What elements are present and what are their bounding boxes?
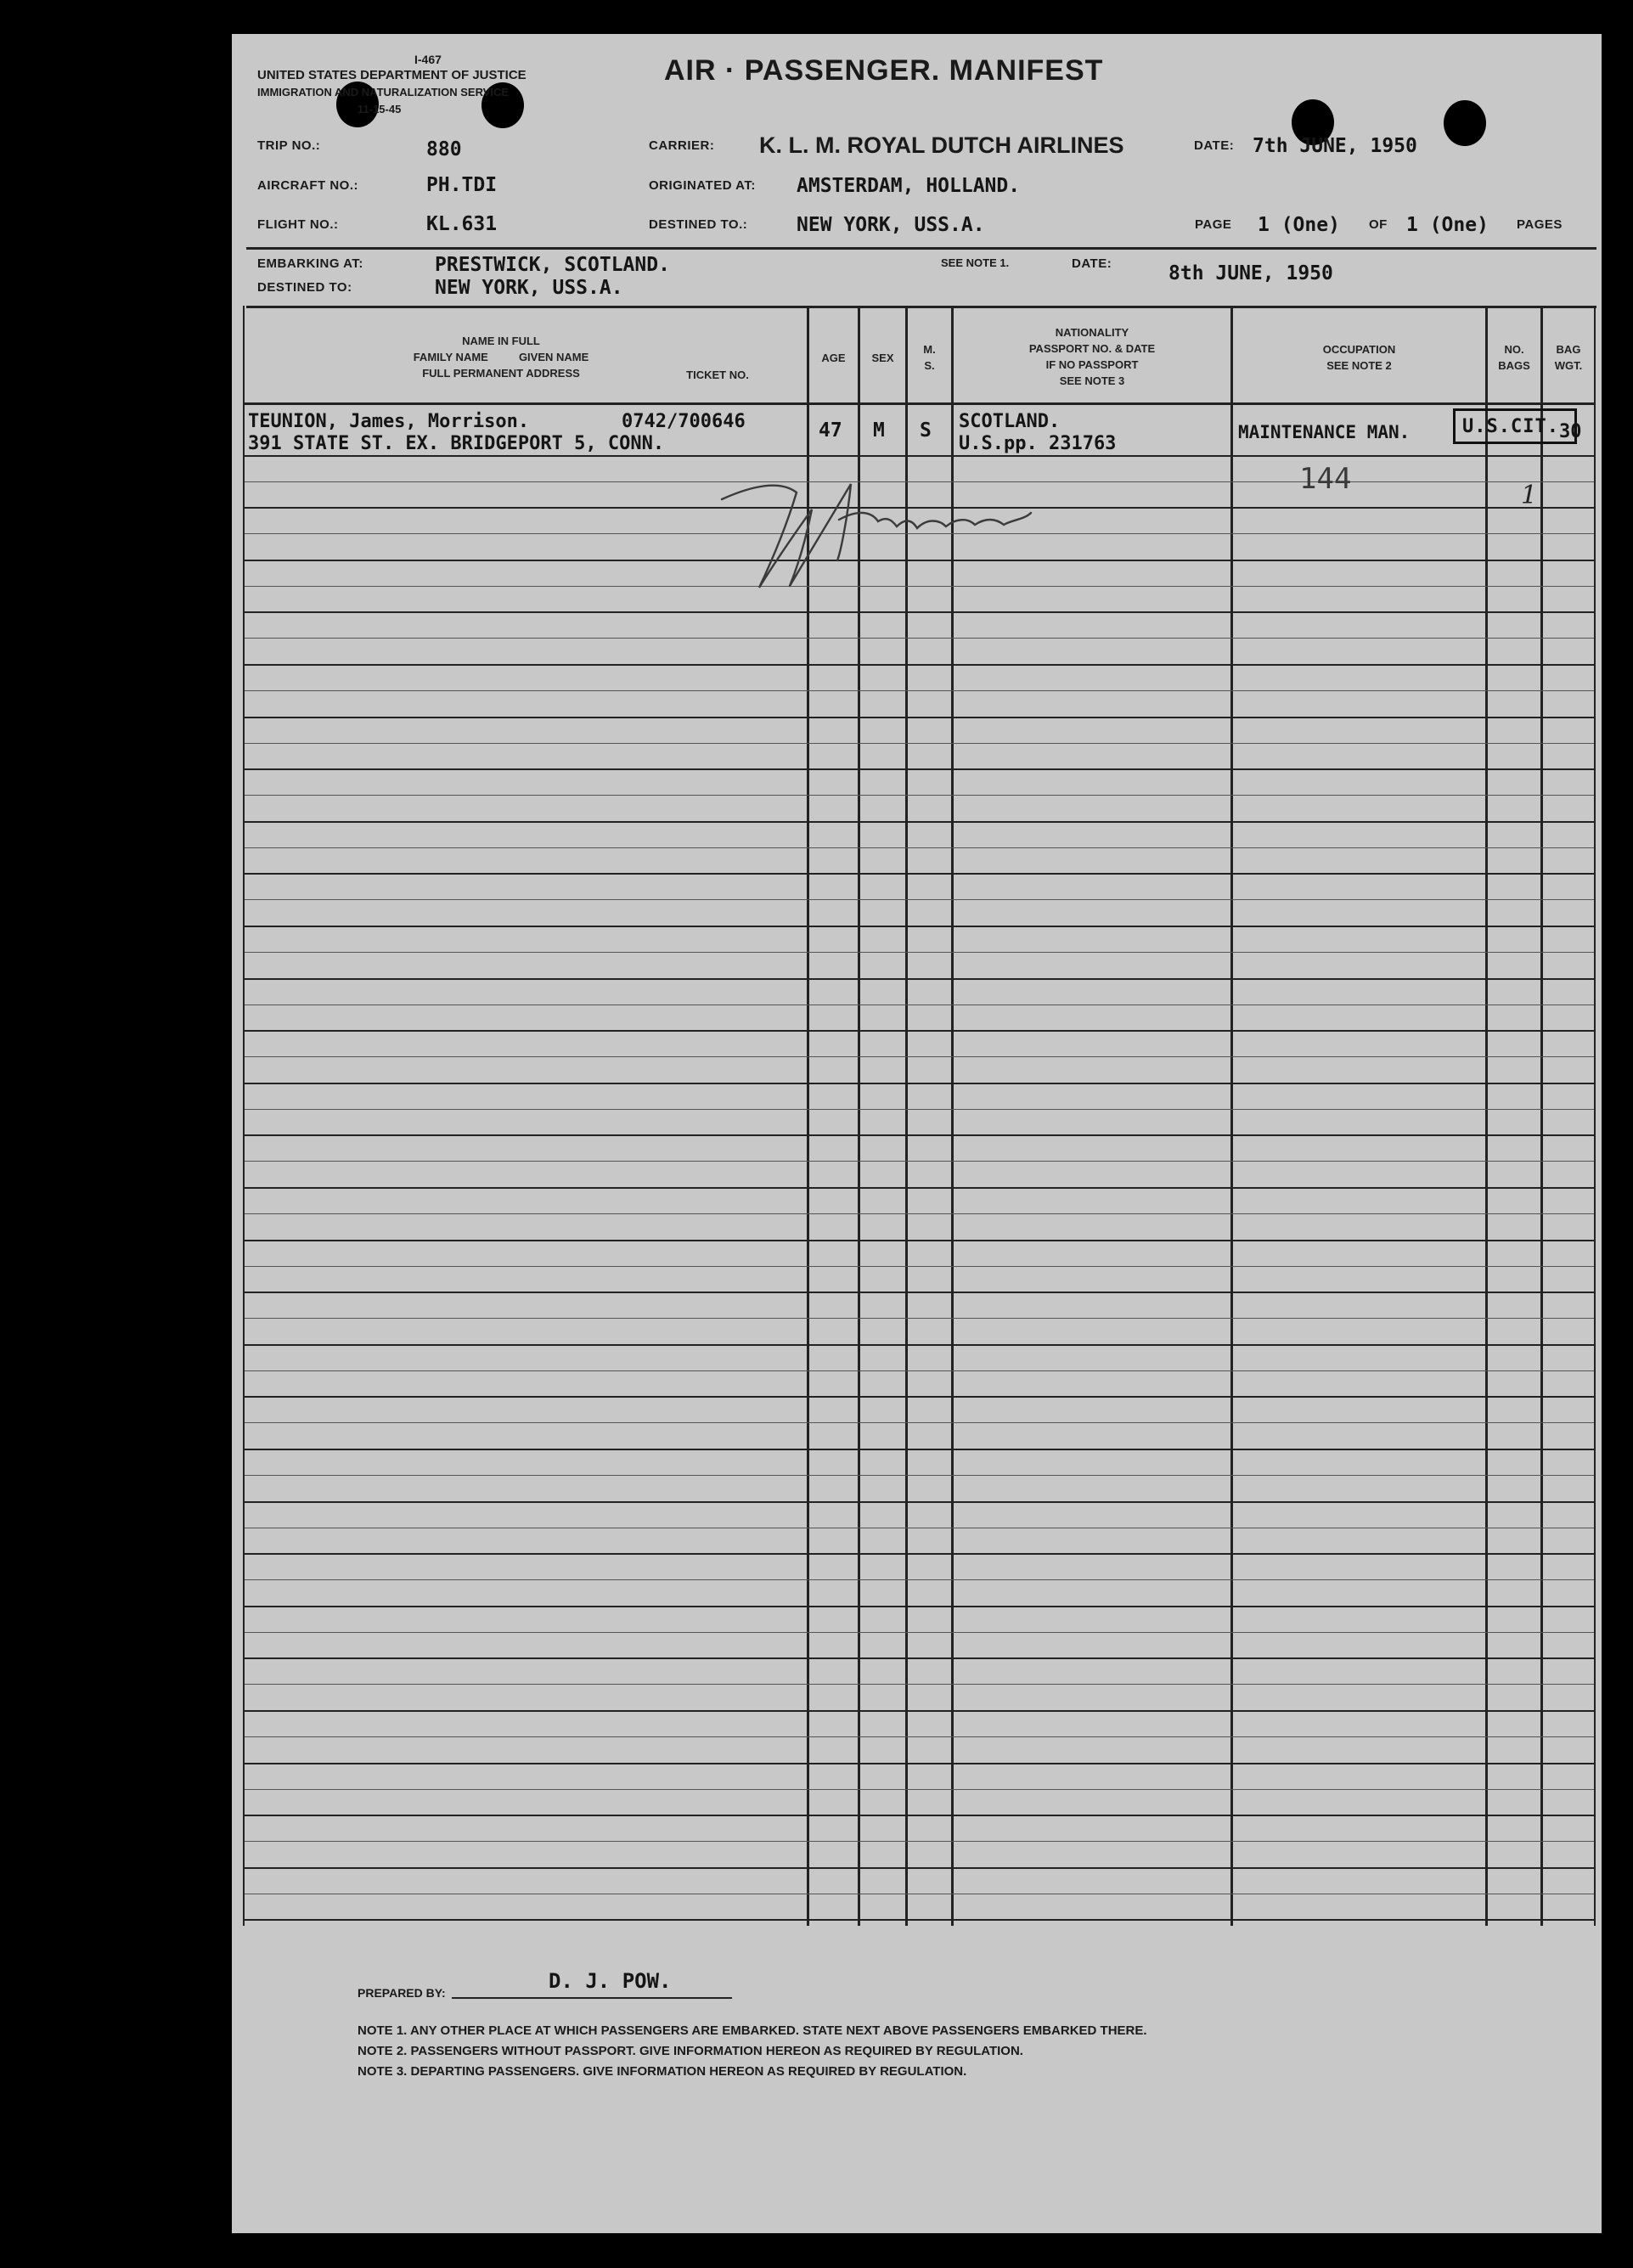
manifest-row-subline [245, 690, 1594, 691]
of-label: OF [1369, 217, 1388, 232]
flight-value: KL.631 [426, 213, 498, 235]
manifest-row-subline [245, 743, 1594, 744]
manifest-row-line [245, 1292, 1594, 1293]
manifest-row-line [245, 873, 1594, 875]
manifest-row-subline [245, 1475, 1594, 1476]
form-date: 11-15-45 [358, 103, 402, 115]
manifest-row-subline [245, 1789, 1594, 1790]
col-header-nat-line2: PASSPORT NO. & DATE [1028, 342, 1156, 355]
manifest-row-line [245, 402, 1594, 405]
manifest-row-line [245, 455, 1594, 457]
manifest-row-line [245, 926, 1594, 927]
col-header-ms-line1: M. [923, 343, 936, 356]
passenger-bag-weight: 30 [1559, 421, 1582, 442]
trip-label: TRIP NO.: [257, 138, 321, 153]
pages-label: PAGES [1517, 217, 1563, 232]
table-left-border [243, 306, 245, 1926]
manifest-row-line [245, 1606, 1594, 1607]
prepared-by-label: PREPARED BY: [358, 1986, 446, 2000]
manifest-row-subline [245, 1161, 1594, 1162]
manifest-row-subline [245, 795, 1594, 796]
table-right-border [1594, 307, 1596, 1926]
manifest-row-line [245, 1083, 1594, 1084]
date2-value: 8th JUNE, 1950 [1168, 262, 1333, 284]
manifest-row-subline [245, 899, 1594, 900]
manifest-row-subline [245, 1579, 1594, 1580]
manifest-row-line [245, 1030, 1594, 1032]
manifest-row-line [245, 978, 1594, 980]
manifest-row-subline [245, 638, 1594, 639]
manifest-row-line [245, 717, 1594, 718]
col-header-bags-line2: BAGS [1498, 359, 1530, 372]
bags-tick-mark: 1 [1521, 481, 1538, 510]
aircraft-label: AIRCRAFT NO.: [257, 178, 358, 193]
of-value: 1 (One) [1406, 214, 1489, 236]
passenger-occupation: MAINTENANCE MAN. [1238, 422, 1411, 442]
passenger-name: TEUNION, James, Morrison. [248, 411, 530, 432]
manifest-row-line [245, 1396, 1594, 1398]
carrier-label: CARRIER: [649, 138, 715, 153]
col-header-name-line2: FAMILY NAME GIVEN NAME [413, 351, 589, 363]
originated-label: ORIGINATED AT: [649, 178, 756, 193]
punch-hole-4 [1444, 100, 1486, 146]
passenger-address: 391 STATE ST. EX. BRIDGEPORT 5, CONN. [248, 433, 665, 454]
col-header-bags [1488, 341, 1540, 374]
col-header-nationality [954, 324, 1230, 389]
form-title: AIR · PASSENGER. MANIFEST [664, 54, 1104, 87]
manifest-row-line [245, 1187, 1594, 1189]
see-note-1: SEE NOTE 1. [941, 256, 1010, 269]
manifest-row-line [245, 1919, 1594, 1921]
reference-number: 144 [1299, 462, 1352, 496]
manifest-row-line [245, 1710, 1594, 1712]
manifest-row-line [245, 1763, 1594, 1764]
manifest-row-subline [245, 1370, 1594, 1371]
manifest-row-line [245, 1449, 1594, 1450]
embarking-label: EMBARKING AT: [257, 256, 363, 271]
col-header-wgt-line1: BAG [1556, 343, 1581, 356]
manifest-row-line [245, 821, 1594, 823]
prepared-by-line [452, 1997, 732, 1999]
service-name: IMMIGRATION AND NATURALIZATION SERVICE [257, 86, 510, 98]
manifest-row-line [245, 1240, 1594, 1241]
col-header-nat-line1: NATIONALITY [1055, 326, 1129, 339]
department-name: UNITED STATES DEPARTMENT OF JUSTICE [257, 68, 527, 82]
prepared-by-value: D. J. POW. [549, 1969, 672, 1993]
col-header-weight [1543, 341, 1594, 374]
manifest-row-line [245, 1657, 1594, 1659]
manifest-row-line [245, 1344, 1594, 1346]
page-label: PAGE [1195, 217, 1232, 232]
note-2: NOTE 2. PASSENGERS WITHOUT PASSPORT. GIVE INFORMATION HEREON AS REQUIRED BY REGULATION. [358, 2044, 1023, 2058]
manifest-row-line [245, 1815, 1594, 1816]
trip-value: 880 [426, 138, 462, 160]
citizenship-stamp-text: U.S.CIT. [1462, 416, 1559, 437]
col-header-occupation [1233, 341, 1485, 374]
note-1: NOTE 1. ANY OTHER PLACE AT WHICH PASSENGERS ARE EMBARKED. STATE NEXT ABOVE PASSENGERS EMBARKED THERE. [358, 2023, 1147, 2038]
embarking-value: PRESTWICK, SCOTLAND. [435, 254, 670, 276]
manifest-row-line [245, 611, 1594, 613]
originated-value: AMSTERDAM, HOLLAND. [797, 175, 1021, 197]
col-header-nat-line4: SEE NOTE 3 [1059, 374, 1125, 387]
header-divider-2 [246, 306, 1596, 308]
col-header-sex: SEX [871, 352, 894, 364]
col-header-occ-line2: SEE NOTE 2 [1326, 359, 1392, 372]
passenger-marital-status: S [920, 419, 932, 442]
manifest-row-subline [245, 1266, 1594, 1267]
header-divider-1 [246, 247, 1596, 250]
col-header-age: AGE [821, 352, 846, 364]
col-header-ticket: TICKET NO. [686, 369, 749, 381]
col-header-nat-line3: IF NO PASSPORT [1045, 358, 1139, 371]
date-label: DATE: [1194, 138, 1235, 153]
col-header-name-line1: NAME IN FULL [462, 335, 540, 347]
col-header-bags-line1: NO. [1504, 343, 1524, 356]
manifest-row-subline [245, 1841, 1594, 1842]
page-value: 1 (One) [1258, 214, 1340, 236]
carrier-value: K. L. M. ROYAL DUTCH AIRLINES [759, 132, 1124, 158]
inspector-signature [705, 459, 1061, 594]
manifest-row-line [245, 1867, 1594, 1869]
col-header-wgt-line2: WGT. [1554, 359, 1583, 372]
manifest-row-line [245, 664, 1594, 666]
form-number: I-467 [414, 53, 442, 66]
passenger-nationality: SCOTLAND. [959, 411, 1061, 432]
passenger-age: 47 [819, 419, 842, 442]
manifest-row-subline [245, 1684, 1594, 1685]
manifest-row-subline [245, 1318, 1594, 1319]
manifest-row-subline [245, 1422, 1594, 1423]
col-header-name-line3: FULL PERMANENT ADDRESS [422, 367, 580, 380]
passenger-ticket: 0742/700646 [622, 411, 746, 432]
manifest-row-subline [245, 1056, 1594, 1057]
flight-label: FLIGHT NO.: [257, 217, 339, 232]
destined2-label: DESTINED TO: [257, 280, 352, 295]
manifest-row-line [245, 1501, 1594, 1503]
aircraft-value: PH.TDI [426, 174, 498, 196]
manifest-row-subline [245, 1213, 1594, 1214]
manifest-row-subline [245, 847, 1594, 848]
col-header-ms [908, 341, 951, 374]
manifest-row-line [245, 1553, 1594, 1555]
destined2-value: NEW YORK, USS.A. [435, 277, 623, 299]
destined-label: DESTINED TO.: [649, 217, 748, 232]
destined-value: NEW YORK, USS.A. [797, 214, 985, 236]
manifest-row-line [245, 1134, 1594, 1136]
manifest-row-subline [245, 1109, 1594, 1110]
passenger-passport: U.S.pp. 231763 [959, 433, 1117, 454]
date-value: 7th JUNE, 1950 [1253, 135, 1417, 157]
col-header-name [374, 333, 628, 381]
manifest-row-line [245, 768, 1594, 770]
passenger-sex: M [873, 419, 885, 442]
date2-label: DATE: [1072, 256, 1112, 271]
col-header-ms-line2: S. [924, 359, 935, 372]
manifest-row-subline [245, 1736, 1594, 1737]
manifest-row-subline [245, 952, 1594, 953]
col-header-occ-line1: OCCUPATION [1322, 343, 1396, 356]
note-3: NOTE 3. DEPARTING PASSENGERS. GIVE INFORMATION HEREON AS REQUIRED BY REGULATION. [358, 2064, 967, 2079]
manifest-row-subline [245, 1632, 1594, 1633]
